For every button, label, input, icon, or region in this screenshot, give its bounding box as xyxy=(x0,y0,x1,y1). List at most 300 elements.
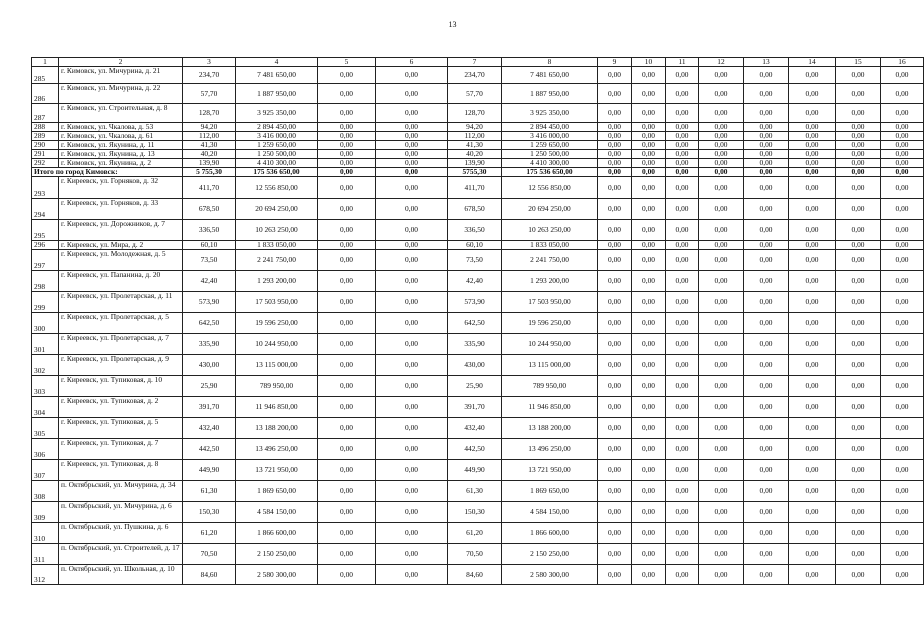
value-cell: 0,00 xyxy=(881,177,924,199)
table-row xyxy=(32,544,924,565)
value-cell: 0,00 xyxy=(376,523,448,544)
area-cell-2: 25,90 xyxy=(448,376,502,397)
value-cell: 0,00 xyxy=(836,150,881,159)
value-cell: 0,00 xyxy=(632,104,666,123)
sum-cell-2: 2 150 250,00 xyxy=(502,544,598,565)
sum-cell-2: 4 410 300,00 xyxy=(502,159,598,168)
value-cell: 0,00 xyxy=(744,418,789,439)
value-cell: 0,00 xyxy=(789,376,836,397)
sum-cell: 3 925 350,00 xyxy=(236,104,318,123)
area-cell: 430,00 xyxy=(183,355,236,376)
area-cell-2: 678,50 xyxy=(448,199,502,220)
row-number: 294 xyxy=(32,199,59,220)
address-cell: п. Октябрьский, ул. Мичурина, д. 6 xyxy=(59,502,183,523)
value-cell: 0,00 xyxy=(836,523,881,544)
value-cell: 0,00 xyxy=(881,313,924,334)
value-cell: 0,00 xyxy=(318,460,376,481)
sum-cell: 10 244 950,00 xyxy=(236,334,318,355)
address-cell: г. Киреевск, ул. Пролетарская, д. 7 xyxy=(59,334,183,355)
value-cell: 0,00 xyxy=(598,418,632,439)
sum-cell-2: 19 596 250,00 xyxy=(502,313,598,334)
value-cell: 0,00 xyxy=(376,481,448,502)
area-cell: 391,70 xyxy=(183,397,236,418)
row-number: 307 xyxy=(32,460,59,481)
area-cell: 335,90 xyxy=(183,334,236,355)
row-number: 296 xyxy=(32,241,59,250)
value-cell: 0,00 xyxy=(881,271,924,292)
address-cell: г. Киреевск, ул. Тупиковая, д. 8 xyxy=(59,460,183,481)
area-cell: 442,50 xyxy=(183,439,236,460)
sum-cell-2: 11 946 850,00 xyxy=(502,397,598,418)
sum-cell-2: 4 584 150,00 xyxy=(502,502,598,523)
table-row xyxy=(32,376,924,397)
table-row xyxy=(32,199,924,220)
value-cell: 0,00 xyxy=(318,177,376,199)
value-cell: 0,00 xyxy=(744,334,789,355)
value-cell: 0,00 xyxy=(632,141,666,150)
value-cell: 0,00 xyxy=(744,460,789,481)
row-number: 304 xyxy=(32,397,59,418)
value-cell: 0,00 xyxy=(318,67,376,84)
value-cell: 0,00 xyxy=(318,397,376,418)
value-cell: 0,00 xyxy=(376,544,448,565)
value-cell: 0,00 xyxy=(789,141,836,150)
sum-cell: 2 241 750,00 xyxy=(236,250,318,271)
value-cell: 0,00 xyxy=(598,150,632,159)
value-cell: 0,00 xyxy=(836,241,881,250)
value-cell: 0,00 xyxy=(666,481,699,502)
value-cell: 0,00 xyxy=(318,565,376,585)
area-cell: 139,90 xyxy=(183,159,236,168)
address-cell: г. Кимовск, ул. Якунина, д. 2 xyxy=(59,159,183,168)
value-cell: 0,00 xyxy=(632,544,666,565)
area-cell: 61,30 xyxy=(183,481,236,502)
address-cell: г. Киреевск, ул. Мира, д. 2 xyxy=(59,241,183,250)
value-cell: 0,00 xyxy=(376,199,448,220)
value-cell: 0,00 xyxy=(598,397,632,418)
table-row xyxy=(32,292,924,313)
sum-cell-2: 17 503 950,00 xyxy=(502,292,598,313)
sum-cell: 12 556 850,00 xyxy=(236,177,318,199)
header-cell: 4 xyxy=(236,58,318,67)
table-row xyxy=(32,67,924,84)
value-cell: 0,00 xyxy=(598,141,632,150)
sum-cell-2: 13 496 250,00 xyxy=(502,439,598,460)
value-cell: 0,00 xyxy=(376,418,448,439)
value-cell: 0,00 xyxy=(318,123,376,132)
value-cell: 0,00 xyxy=(598,376,632,397)
value-cell: 0,00 xyxy=(598,199,632,220)
sum-cell: 1 887 950,00 xyxy=(236,84,318,104)
area-cell: 432,40 xyxy=(183,418,236,439)
value-cell: 0,00 xyxy=(666,250,699,271)
table-row xyxy=(32,104,924,123)
area-cell-2: 391,70 xyxy=(448,397,502,418)
header-row xyxy=(32,58,924,67)
value-cell: 0,00 xyxy=(632,376,666,397)
table-row xyxy=(32,313,924,334)
table-row xyxy=(32,84,924,104)
value-cell: 0,00 xyxy=(632,159,666,168)
value-cell: 0,00 xyxy=(744,565,789,585)
value-cell: 0,00 xyxy=(836,334,881,355)
value-cell: 0,00 xyxy=(666,141,699,150)
value-cell: 0,00 xyxy=(632,313,666,334)
address-cell: г. Киреевск, ул. Папанина, д. 20 xyxy=(59,271,183,292)
area-cell-2: 449,90 xyxy=(448,460,502,481)
value-cell: 0,00 xyxy=(836,418,881,439)
value-cell: 0,00 xyxy=(666,177,699,199)
value-cell: 0,00 xyxy=(744,123,789,132)
value-cell: 0,00 xyxy=(376,334,448,355)
value-cell: 0,00 xyxy=(598,132,632,141)
area-cell: 57,70 xyxy=(183,84,236,104)
table-row xyxy=(32,418,924,439)
total-area: 5 755,30 xyxy=(183,168,236,177)
header-cell: 5 xyxy=(318,58,376,67)
value-cell: 0,00 xyxy=(836,397,881,418)
value-cell: 0,00 xyxy=(744,502,789,523)
value-cell: 0,00 xyxy=(632,292,666,313)
value-cell: 0,00 xyxy=(598,502,632,523)
value-cell: 0,00 xyxy=(881,132,924,141)
area-cell-2: 40,20 xyxy=(448,150,502,159)
value-cell: 0,00 xyxy=(598,481,632,502)
area-cell-2: 57,70 xyxy=(448,84,502,104)
value-cell: 0,00 xyxy=(318,271,376,292)
value-cell: 0,00 xyxy=(632,355,666,376)
value-cell: 0,00 xyxy=(318,220,376,241)
sum-cell-2: 1 833 050,00 xyxy=(502,241,598,250)
area-cell-2: 61,20 xyxy=(448,523,502,544)
value-cell: 0,00 xyxy=(881,502,924,523)
address-cell: г. Киреевск, ул. Тупиковая, д. 5 xyxy=(59,418,183,439)
value-cell: 0,00 xyxy=(666,84,699,104)
value-cell: 0,00 xyxy=(376,376,448,397)
total-cell: 0,00 xyxy=(699,168,744,177)
value-cell: 0,00 xyxy=(744,376,789,397)
value-cell: 0,00 xyxy=(699,313,744,334)
value-cell: 0,00 xyxy=(836,250,881,271)
value-cell: 0,00 xyxy=(789,84,836,104)
value-cell: 0,00 xyxy=(836,199,881,220)
value-cell: 0,00 xyxy=(881,150,924,159)
value-cell: 0,00 xyxy=(881,159,924,168)
area-cell-2: 42,40 xyxy=(448,271,502,292)
value-cell: 0,00 xyxy=(376,67,448,84)
value-cell: 0,00 xyxy=(376,502,448,523)
total-cell: 0,00 xyxy=(836,168,881,177)
address-cell: г. Кимовск, ул. Чкалова, д. 61 xyxy=(59,132,183,141)
value-cell: 0,00 xyxy=(376,220,448,241)
value-cell: 0,00 xyxy=(666,334,699,355)
value-cell: 0,00 xyxy=(699,241,744,250)
table-row xyxy=(32,271,924,292)
sum-cell: 13 188 200,00 xyxy=(236,418,318,439)
value-cell: 0,00 xyxy=(598,159,632,168)
value-cell: 0,00 xyxy=(836,141,881,150)
value-cell: 0,00 xyxy=(744,439,789,460)
value-cell: 0,00 xyxy=(632,502,666,523)
sum-cell-2: 1 887 950,00 xyxy=(502,84,598,104)
value-cell: 0,00 xyxy=(598,334,632,355)
address-cell: г. Кимовск, ул. Якунина, д. 13 xyxy=(59,150,183,159)
value-cell: 0,00 xyxy=(318,104,376,123)
value-cell: 0,00 xyxy=(789,439,836,460)
value-cell: 0,00 xyxy=(376,565,448,585)
value-cell: 0,00 xyxy=(632,271,666,292)
header-cell: 13 xyxy=(744,58,789,67)
row-number: 295 xyxy=(32,220,59,241)
value-cell: 0,00 xyxy=(318,502,376,523)
value-cell: 0,00 xyxy=(598,271,632,292)
sum-cell-2: 1 866 600,00 xyxy=(502,523,598,544)
row-number: 310 xyxy=(32,523,59,544)
area-cell: 60,10 xyxy=(183,241,236,250)
value-cell: 0,00 xyxy=(666,502,699,523)
value-cell: 0,00 xyxy=(598,241,632,250)
value-cell: 0,00 xyxy=(881,523,924,544)
sum-cell: 7 481 650,00 xyxy=(236,67,318,84)
value-cell: 0,00 xyxy=(881,460,924,481)
header-cell: 11 xyxy=(666,58,699,67)
value-cell: 0,00 xyxy=(699,104,744,123)
sum-cell-2: 1 869 650,00 xyxy=(502,481,598,502)
value-cell: 0,00 xyxy=(789,177,836,199)
value-cell: 0,00 xyxy=(789,241,836,250)
area-cell: 234,70 xyxy=(183,67,236,84)
value-cell: 0,00 xyxy=(881,220,924,241)
area-cell-2: 128,70 xyxy=(448,104,502,123)
sum-cell: 1 869 650,00 xyxy=(236,481,318,502)
area-cell-2: 60,10 xyxy=(448,241,502,250)
value-cell: 0,00 xyxy=(632,523,666,544)
table-row xyxy=(32,334,924,355)
address-cell: г. Кимовск, ул. Строительная, д. 8 xyxy=(59,104,183,123)
header-cell: 7 xyxy=(448,58,502,67)
value-cell: 0,00 xyxy=(881,84,924,104)
row-number: 288 xyxy=(32,123,59,132)
area-cell-2: 335,90 xyxy=(448,334,502,355)
header-cell: 8 xyxy=(502,58,598,67)
value-cell: 0,00 xyxy=(318,132,376,141)
value-cell: 0,00 xyxy=(699,132,744,141)
table-row xyxy=(32,355,924,376)
value-cell: 0,00 xyxy=(881,439,924,460)
value-cell: 0,00 xyxy=(881,141,924,150)
table-row xyxy=(32,523,924,544)
value-cell: 0,00 xyxy=(744,271,789,292)
value-cell: 0,00 xyxy=(836,481,881,502)
value-cell: 0,00 xyxy=(836,460,881,481)
value-cell: 0,00 xyxy=(666,220,699,241)
row-number: 287 xyxy=(32,104,59,123)
value-cell: 0,00 xyxy=(836,220,881,241)
value-cell: 0,00 xyxy=(598,565,632,585)
sum-cell: 13 496 250,00 xyxy=(236,439,318,460)
value-cell: 0,00 xyxy=(632,439,666,460)
value-cell: 0,00 xyxy=(836,376,881,397)
value-cell: 0,00 xyxy=(376,84,448,104)
sum-cell-2: 1 259 650,00 xyxy=(502,141,598,150)
value-cell: 0,00 xyxy=(881,565,924,585)
total-cell: 0,00 xyxy=(789,168,836,177)
total-cell: 0,00 xyxy=(744,168,789,177)
area-cell-2: 112,00 xyxy=(448,132,502,141)
value-cell: 0,00 xyxy=(598,460,632,481)
value-cell: 0,00 xyxy=(789,150,836,159)
total-row xyxy=(32,168,924,177)
value-cell: 0,00 xyxy=(318,376,376,397)
value-cell: 0,00 xyxy=(699,250,744,271)
value-cell: 0,00 xyxy=(881,481,924,502)
value-cell: 0,00 xyxy=(744,132,789,141)
value-cell: 0,00 xyxy=(699,271,744,292)
value-cell: 0,00 xyxy=(376,241,448,250)
row-number: 292 xyxy=(32,159,59,168)
value-cell: 0,00 xyxy=(881,355,924,376)
sum-cell-2: 3 925 350,00 xyxy=(502,104,598,123)
value-cell: 0,00 xyxy=(632,241,666,250)
value-cell: 0,00 xyxy=(744,220,789,241)
area-cell: 449,90 xyxy=(183,460,236,481)
value-cell: 0,00 xyxy=(318,250,376,271)
address-cell: г. Киреевск, ул. Пролетарская, д. 11 xyxy=(59,292,183,313)
total-label: Итого по город Кимовск: xyxy=(32,168,183,177)
area-cell-2: 70,50 xyxy=(448,544,502,565)
sum-cell: 1 259 650,00 xyxy=(236,141,318,150)
value-cell: 0,00 xyxy=(666,565,699,585)
sum-cell: 20 694 250,00 xyxy=(236,199,318,220)
header-cell: 6 xyxy=(376,58,448,67)
value-cell: 0,00 xyxy=(376,250,448,271)
table-row xyxy=(32,481,924,502)
value-cell: 0,00 xyxy=(789,523,836,544)
sum-cell: 1 866 600,00 xyxy=(236,523,318,544)
value-cell: 0,00 xyxy=(744,141,789,150)
area-cell-2: 84,60 xyxy=(448,565,502,585)
value-cell: 0,00 xyxy=(666,355,699,376)
address-cell: г. Киреевск, ул. Тупиковая, д. 10 xyxy=(59,376,183,397)
value-cell: 0,00 xyxy=(836,565,881,585)
value-cell: 0,00 xyxy=(881,418,924,439)
value-cell: 0,00 xyxy=(744,67,789,84)
sum-cell: 13 115 000,00 xyxy=(236,355,318,376)
value-cell: 0,00 xyxy=(598,104,632,123)
address-cell: г. Кимовск, ул. Мичурина, д. 21 xyxy=(59,67,183,84)
row-number: 298 xyxy=(32,271,59,292)
value-cell: 0,00 xyxy=(632,199,666,220)
sum-cell-2: 2 894 450,00 xyxy=(502,123,598,132)
value-cell: 0,00 xyxy=(789,397,836,418)
sum-cell: 10 263 250,00 xyxy=(236,220,318,241)
row-number: 291 xyxy=(32,150,59,159)
value-cell: 0,00 xyxy=(699,199,744,220)
value-cell: 0,00 xyxy=(318,292,376,313)
table-row xyxy=(32,502,924,523)
value-cell: 0,00 xyxy=(836,271,881,292)
area-cell-2: 73,50 xyxy=(448,250,502,271)
value-cell: 0,00 xyxy=(632,150,666,159)
value-cell: 0,00 xyxy=(881,397,924,418)
row-number: 286 xyxy=(32,84,59,104)
value-cell: 0,00 xyxy=(699,418,744,439)
value-cell: 0,00 xyxy=(699,123,744,132)
header-cell: 10 xyxy=(632,58,666,67)
header-cell: 16 xyxy=(881,58,924,67)
value-cell: 0,00 xyxy=(699,84,744,104)
area-cell-2: 41,30 xyxy=(448,141,502,150)
row-number: 293 xyxy=(32,177,59,199)
value-cell: 0,00 xyxy=(744,104,789,123)
sum-cell-2: 10 244 950,00 xyxy=(502,334,598,355)
value-cell: 0,00 xyxy=(666,313,699,334)
area-cell: 94,20 xyxy=(183,123,236,132)
row-number: 306 xyxy=(32,439,59,460)
value-cell: 0,00 xyxy=(699,334,744,355)
area-cell: 128,70 xyxy=(183,104,236,123)
value-cell: 0,00 xyxy=(632,481,666,502)
header-cell: 15 xyxy=(836,58,881,67)
value-cell: 0,00 xyxy=(666,159,699,168)
address-cell: г. Кимовск, ул. Мичурина, д. 22 xyxy=(59,84,183,104)
value-cell: 0,00 xyxy=(789,271,836,292)
value-cell: 0,00 xyxy=(376,460,448,481)
total-cell: 0,00 xyxy=(632,168,666,177)
total-cell: 0,00 xyxy=(881,168,924,177)
value-cell: 0,00 xyxy=(666,439,699,460)
sum-cell: 4 584 150,00 xyxy=(236,502,318,523)
header-cell: 1 xyxy=(32,58,59,67)
address-cell: г. Киреевск, ул. Дорожников, д. 7 xyxy=(59,220,183,241)
value-cell: 0,00 xyxy=(789,418,836,439)
value-cell: 0,00 xyxy=(744,177,789,199)
value-cell: 0,00 xyxy=(789,67,836,84)
value-cell: 0,00 xyxy=(318,355,376,376)
total-sum2: 175 536 650,00 xyxy=(502,168,598,177)
area-cell: 70,50 xyxy=(183,544,236,565)
row-number: 302 xyxy=(32,355,59,376)
value-cell: 0,00 xyxy=(376,150,448,159)
value-cell: 0,00 xyxy=(632,565,666,585)
area-cell: 41,30 xyxy=(183,141,236,150)
value-cell: 0,00 xyxy=(598,177,632,199)
row-number: 311 xyxy=(32,544,59,565)
sum-cell: 1 833 050,00 xyxy=(236,241,318,250)
value-cell: 0,00 xyxy=(632,334,666,355)
value-cell: 0,00 xyxy=(598,123,632,132)
sum-cell: 789 950,00 xyxy=(236,376,318,397)
value-cell: 0,00 xyxy=(666,292,699,313)
value-cell: 0,00 xyxy=(318,159,376,168)
address-cell: г. Киреевск, ул. Тупиковая, д. 7 xyxy=(59,439,183,460)
value-cell: 0,00 xyxy=(881,544,924,565)
sum-cell-2: 3 416 000,00 xyxy=(502,132,598,141)
row-number: 312 xyxy=(32,565,59,585)
value-cell: 0,00 xyxy=(666,523,699,544)
value-cell: 0,00 xyxy=(836,313,881,334)
value-cell: 0,00 xyxy=(789,199,836,220)
value-cell: 0,00 xyxy=(836,292,881,313)
value-cell: 0,00 xyxy=(744,313,789,334)
area-cell-2: 234,70 xyxy=(448,67,502,84)
value-cell: 0,00 xyxy=(632,220,666,241)
value-cell: 0,00 xyxy=(744,150,789,159)
area-cell: 40,20 xyxy=(183,150,236,159)
value-cell: 0,00 xyxy=(881,67,924,84)
header-cell: 2 xyxy=(59,58,183,67)
row-number: 308 xyxy=(32,481,59,502)
